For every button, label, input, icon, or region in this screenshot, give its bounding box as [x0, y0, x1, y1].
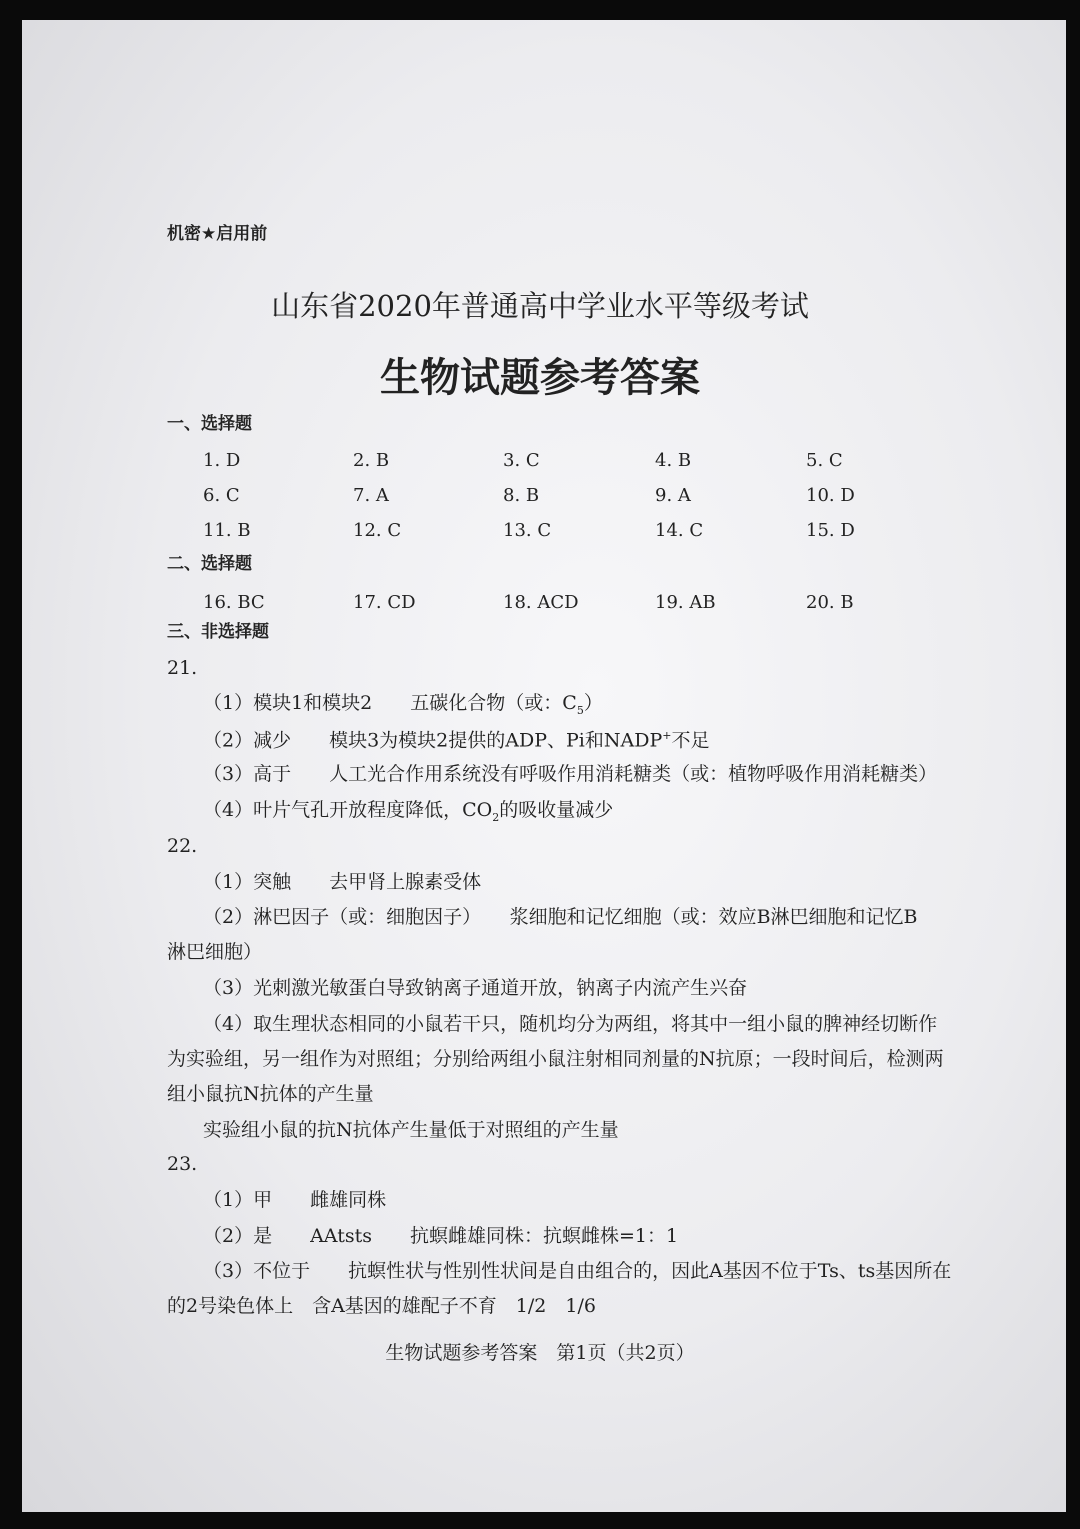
document-title: 山东省2020年普通高中学业水平等级考试	[271, 289, 809, 323]
answer-item: 15. D	[806, 520, 855, 541]
q21-part1: （1）模块1和模块2 五碳化合物（或：$C_5$）	[203, 692, 603, 717]
answer-item: 13. C	[503, 520, 552, 541]
q23-part2: （2）是 AAtsts 抗螟雌雄同株：抗螟雌株=1：1	[203, 1225, 679, 1247]
q22-part3: （3）光刺激光敏蛋白导致钠离子通道开放，钠离子内流产生兴奋	[203, 977, 748, 999]
answer-item: 6. C	[203, 485, 240, 506]
answer-item: 8. B	[503, 485, 540, 506]
q22-part2-cont: 淋巴细胞）	[167, 941, 263, 963]
answer-item: 3. C	[503, 450, 540, 471]
section1-heading: 一、选择题	[167, 414, 252, 434]
q23-part1: （1）甲 雌雄同株	[203, 1189, 387, 1211]
answer-item: 17. CD	[353, 592, 416, 613]
page-footer: 生物试题参考答案 第1页（共2页）	[385, 1342, 695, 1364]
q22-part4: （4）取生理状态相同的小鼠若干只，随机均分为两组，将其中一组小鼠的脾神经切断作	[203, 1013, 938, 1035]
answer-item: 7. A	[353, 485, 389, 506]
section2-heading: 二、选择题	[167, 554, 252, 574]
q23-part3-cont: 的2号染色体上 含A基因的雄配子不育 1/2 1/6	[167, 1295, 596, 1317]
confidential-label: 机密★启用前	[167, 224, 268, 244]
answer-item: 5. C	[806, 450, 843, 471]
q23-part3: （3）不位于 抗螟性状与性别性状间是自由组合的，因此A基因不位于Ts、ts基因所在	[203, 1260, 952, 1282]
answer-item: 18. ACD	[503, 592, 579, 613]
answer-item: 19. AB	[655, 592, 716, 613]
answer-item: 9. A	[655, 485, 691, 506]
q22-part2: （2）淋巴因子（或：细胞因子） 浆细胞和记忆细胞（或：效应B淋巴细胞和记忆B	[203, 906, 918, 928]
answer-item: 20. B	[806, 592, 854, 613]
q21-part4: （4）叶片气孔开放程度降低，$CO_2$的吸收量减少	[203, 799, 614, 824]
answer-item: 4. B	[655, 450, 692, 471]
q22-part1: （1）突触 去甲肾上腺素受体	[203, 871, 482, 893]
q22-part4-cont2: 组小鼠抗N抗体的产生量	[167, 1083, 374, 1105]
document-subtitle: 生物试题参考答案	[380, 355, 700, 401]
q21-number: 21.	[167, 657, 198, 679]
answer-item: 16. BC	[203, 592, 265, 613]
answer-item: 10. D	[806, 485, 855, 506]
q21-part2: （2）减少 模块3为模块2提供的ADP、Pi和NADP+不足	[203, 729, 710, 752]
answer-item: 12. C	[353, 520, 402, 541]
answer-item: 11. B	[203, 520, 251, 541]
section3-heading: 三、非选择题	[167, 622, 269, 642]
answer-item: 2. B	[353, 450, 390, 471]
q22-part4-cont: 为实验组，另一组作为对照组；分别给两组小鼠注射相同剂量的N抗原；一段时间后，检测两	[167, 1048, 944, 1070]
answer-item: 1. D	[203, 450, 241, 471]
q22-number: 22.	[167, 835, 198, 857]
q23-number: 23.	[167, 1153, 198, 1175]
answer-item: 14. C	[655, 520, 704, 541]
q22-part4-result: 实验组小鼠的抗N抗体产生量低于对照组的产生量	[203, 1119, 619, 1141]
q21-part3: （3）高于 人工光合作用系统没有呼吸作用消耗糖类（或：植物呼吸作用消耗糖类）	[203, 763, 938, 785]
